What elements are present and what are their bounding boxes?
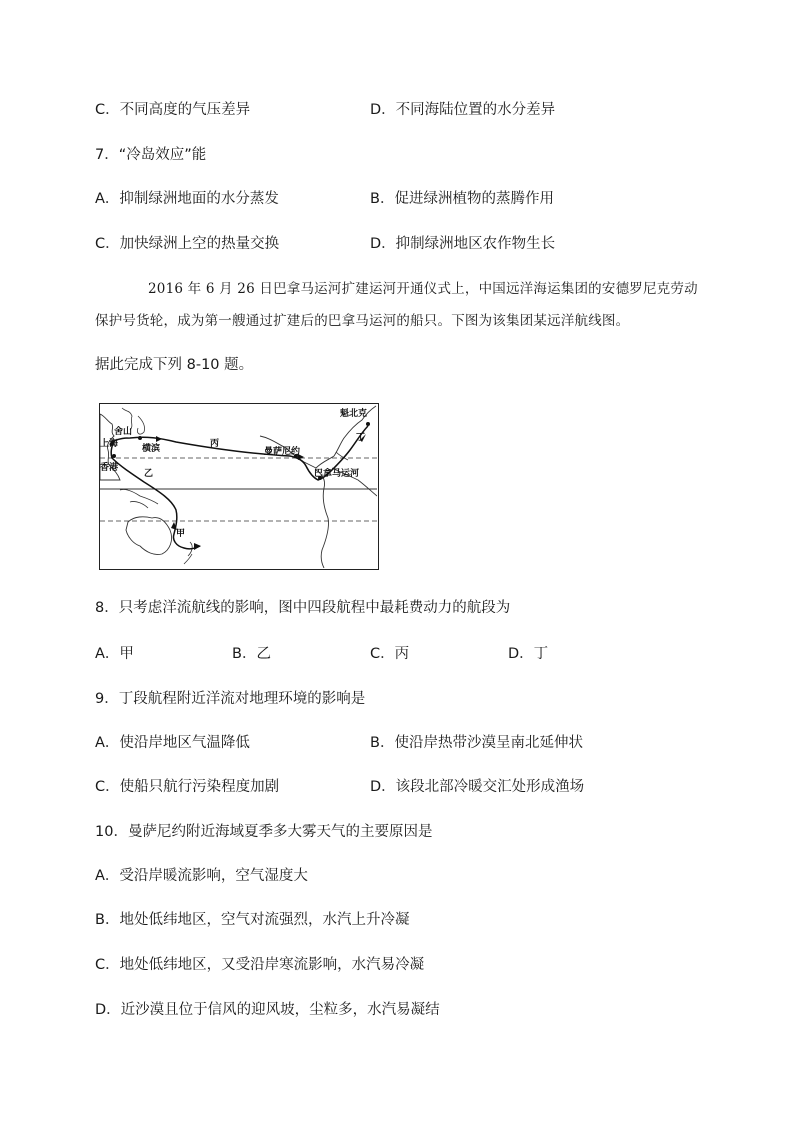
q8-option-a: A．甲 [95,646,134,662]
label-bing: 丙 [210,439,220,449]
q7-option-b: B．促进绿洲植物的蒸腾作用 [370,191,554,207]
q10-option-a: A．受沿岸暖流影响，空气湿度大 [95,868,308,884]
passage-instruction: 据此完成下列 8-10 题。 [95,357,254,373]
label-yokohama: 横滨 [142,444,161,454]
q7-option-c: C．加快绿洲上空的热量交换 [95,236,280,252]
route-arrow-icon [156,436,162,442]
q6-option-d: D．不同海陆位置的水分差异 [370,102,556,118]
q8-option-b: B．乙 [232,646,271,662]
new-zealand-outline [184,542,192,564]
yokohama-marker [138,436,142,440]
label-ding: 丁 [356,433,366,443]
passage-line-2: 保护号货轮，成为第一艘通过扩建后的巴拿马运河的船只。下图为该集团某远洋航线图。 [95,313,630,329]
q9-option-d: D．该段北部冷暖交汇处形成渔场 [370,779,585,795]
q10-option-d: D．近沙漠且位于信风的迎风坡，尘粒多，水汽易凝结 [95,1002,440,1018]
label-panama: 巴拿马运河 [314,469,360,479]
australia-outline [126,517,172,555]
label-jia: 甲 [176,529,186,539]
route-arrow-icon [194,543,201,550]
label-yi: 乙 [144,469,154,479]
label-quebec: 魁北克 [340,409,368,419]
q8-option-c: C．丙 [370,646,410,662]
south-america-coastline [316,468,377,568]
q8-option-d: D．丁 [508,646,549,662]
quebec-marker [366,422,370,426]
q10-option-b: B．地处低纬地区，空气对流强烈，水汽上升冷凝 [95,912,410,928]
label-manzanillo: 曼萨尼约 [264,447,301,457]
q10-option-c: C．地处低纬地区，又受沿岸寒流影响，水汽易冷凝 [95,957,425,973]
route-australia-line [111,440,200,549]
q9-option-a: A．使沿岸地区气温降低 [95,735,250,751]
q6-option-c: C．不同高度的气压差异 [95,102,251,118]
q9-option-b: B．使沿岸热带沙漠呈南北延伸状 [370,735,583,751]
q10-stem: 10．曼萨尼约附近海域夏季多大雾天气的主要原因是 [95,824,433,840]
label-hongkong: 香港 [100,463,119,473]
q8-stem: 8．只考虑洋流航线的影响，图中四段航程中最耗费动力的航段为 [95,600,511,616]
q9-option-c: C．使船只航行污染程度加剧 [95,779,280,795]
indonesia-islands [120,489,158,508]
q7-option-d: D．抑制绿洲地区农作物生长 [370,236,556,252]
q7-option-a: A．抑制绿洲地面的水分蒸发 [95,191,279,207]
shipping-route-map [99,403,379,570]
label-shanghai: 上海 [100,439,119,449]
q7-stem: 7．“冷岛效应”能 [95,147,207,163]
label-sheshan: 舍山 [114,427,133,437]
japan-coastline [137,416,144,434]
hongkong-marker [112,454,116,458]
q9-stem: 9．丁段航程附近洋流对地理环境的影响是 [95,691,366,707]
passage-line-1: 2016 年 6 月 26 日巴拿马运河扩建运河开通仪式上，中国远洋海运集团的安德罗尼克劳动 [148,281,698,297]
